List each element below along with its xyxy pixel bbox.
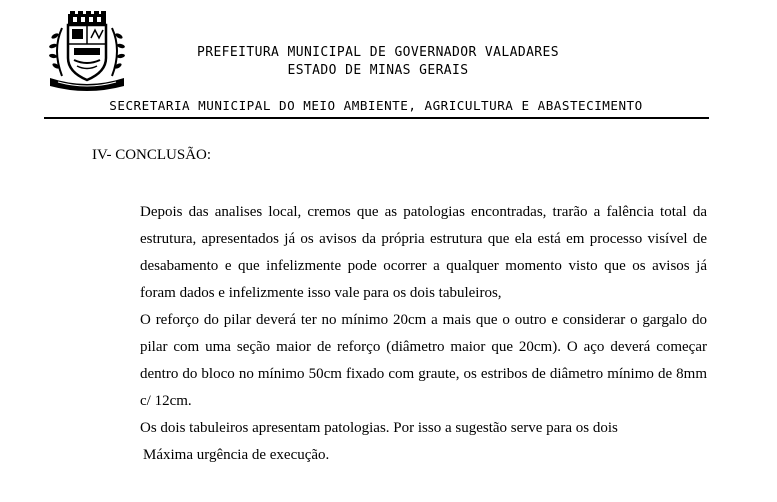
paragraph-reinforcement: O reforço do pilar deverá ter no mínimo 20cm a mais que o outro e considerar o gargalo do pilar com uma seção maior de reforço (diâmetro maior que 20cm). O aço deverá começar dentro do bloco no mínimo 50cm fixado com graute, os estribos de diâmetro mínimo de 8mm c/ 12cm.	[140, 312, 707, 409]
section-body	[140, 199, 707, 469]
paragraph-analysis: Depois das analises local, cremos que as patologias encontradas, trarão a falência total da estrutura, apresentados já os avisos da própria estrutura que ela está em processo visível de desabamento e que infelizmente pode ocorrer a qualquer momento visto que os avisos já foram dados e infelizmente isso vale para os dois tabuleiros,	[140, 204, 707, 301]
section-heading: IV- CONCLUSÃO:	[92, 147, 212, 163]
header-secretaria: SECRETARIA MUNICIPAL DO MEIO AMBIENTE, AGRICULTURA E ABASTECIMENTO	[109, 98, 643, 113]
header-prefeitura: PREFEITURA MUNICIPAL DE GOVERNADOR VALADARES	[197, 45, 559, 60]
header-divider	[44, 117, 709, 119]
paragraph-decks: Os dois tabuleiros apresentam patologias. Por isso a sugestão serve para os dois	[140, 420, 618, 436]
paragraph-urgency: Máxima urgência de execução.	[143, 447, 330, 463]
header-estado: ESTADO DE MINAS GERAIS	[287, 63, 469, 78]
coat-of-arms-icon	[44, 10, 130, 92]
document-header	[0, 0, 777, 120]
